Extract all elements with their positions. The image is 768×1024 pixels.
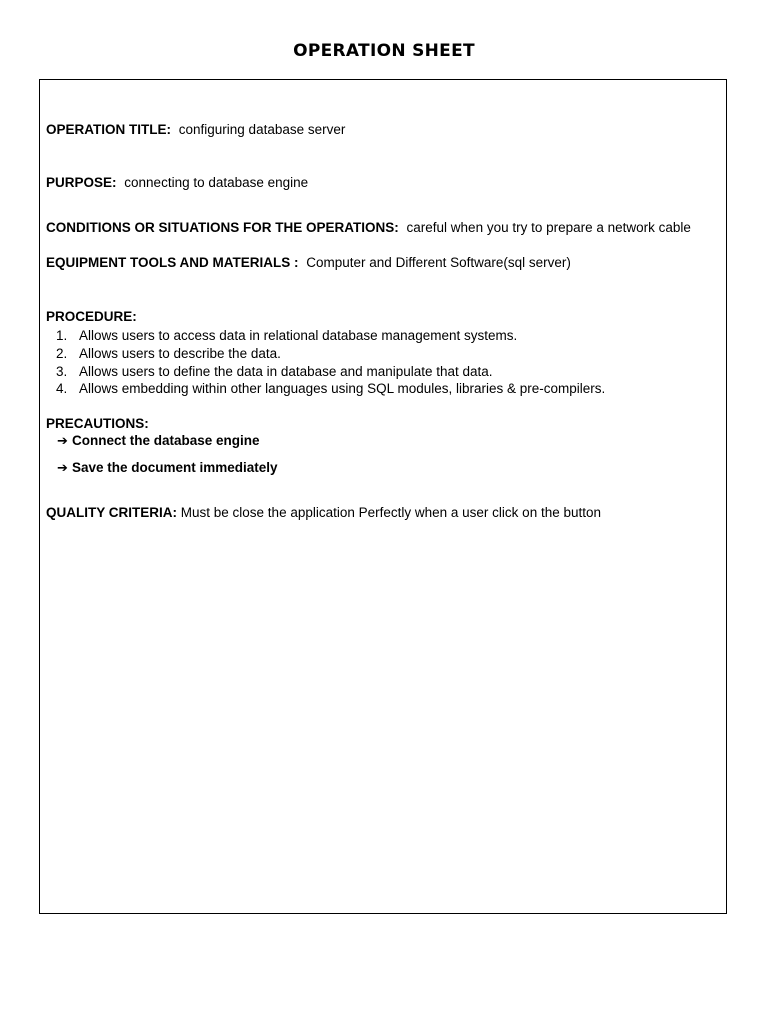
procedure-step [56,363,605,381]
procedure-step-text: Allows users to define the data in database and manipulate that data. [79,363,493,379]
equipment-row [46,255,571,270]
precaution-text: Save the document immediately [72,460,278,475]
procedure-step [56,327,605,345]
procedure-step-number: 1. [56,328,68,343]
conditions-value: careful when you try to prepare a network cable [406,220,691,235]
procedure-step-number: 2. [56,345,68,361]
equipment-value: Computer and Different Software(sql server) [306,255,571,270]
purpose-row [46,175,308,190]
purpose-value: connecting to database engine [124,175,309,190]
precautions-label: PRECAUTIONS: [46,416,149,431]
procedure-step-text: Allows embedding within other languages using SQL modules, libraries & pre-compilers. [79,381,606,397]
operation-title-row [46,122,345,137]
page-title: OPERATION SHEET [293,41,475,61]
conditions-label: CONDITIONS OR SITUATIONS FOR THE OPERATIONS: [46,220,399,235]
right-arrow-icon: ➔ [57,434,68,449]
purpose-label: PURPOSE: [46,175,117,190]
procedure-label: PROCEDURE: [46,309,137,324]
precaution-text: Connect the database engine [72,433,260,448]
conditions-row [46,220,691,235]
right-arrow-icon: ➔ [57,461,68,476]
precaution-item [57,460,278,476]
operation-title-label: OPERATION TITLE: [46,122,171,137]
procedure-step-text: Allows users to access data in relational database management systems. [79,328,518,343]
operation-sheet-frame [39,79,727,914]
procedure-step-text: Allows users to describe the data. [79,345,281,361]
quality-criteria-value: Must be close the application Perfectly when a user click on the button [180,505,601,520]
precaution-item [57,433,260,449]
procedure-step [56,345,605,363]
procedure-list [56,327,605,398]
equipment-label: EQUIPMENT TOOLS AND MATERIALS : [46,255,299,270]
procedure-step [56,380,605,398]
procedure-step-number: 4. [56,381,68,397]
procedure-step-number: 3. [56,363,68,379]
quality-criteria-row [46,505,601,520]
quality-criteria-label: QUALITY CRITERIA: [46,505,177,520]
operation-title-value: configuring database server [178,122,346,137]
